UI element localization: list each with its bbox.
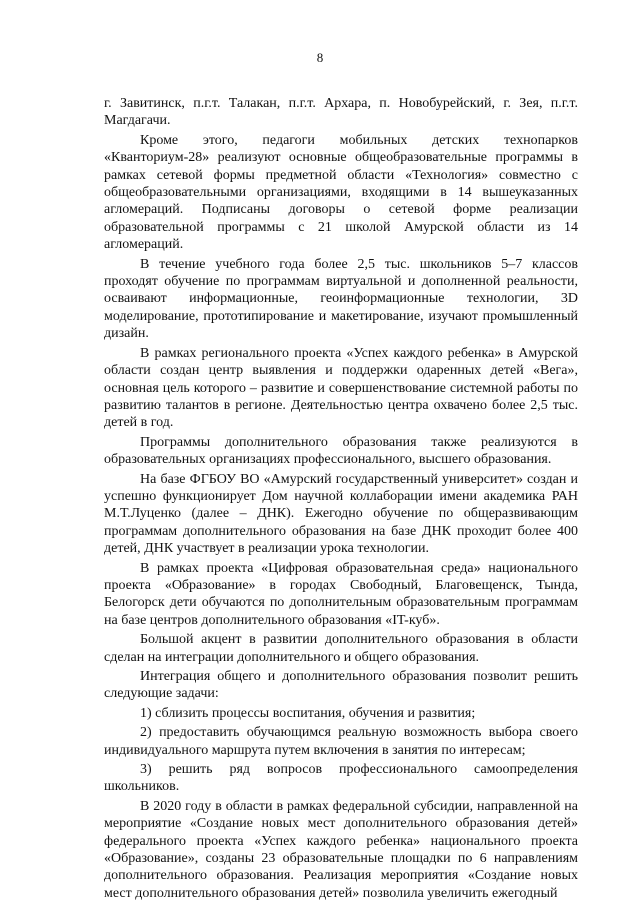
document-body <box>104 95 578 904</box>
paragraph-it-cube: В рамках проекта «Цифровая образовательная среда» национального проекта «Образование» в городах Свободный, Благовещенск, Тында, Белогорск дети обучаются по дополнительным образовательным программам на базе центров дополнительного образования «IT-куб». <box>104 560 578 628</box>
list-item-2: 2) предоставить обучающимся реальную возможность выбора своего индивидуального маршрута путем включения в занятия по интересам; <box>104 725 578 758</box>
paragraph-continuation: г. Завитинск, п.г.т. Талакан, п.г.т. Архара, п. Новобурейский, г. Зея, п.г.т. Магдагачи. <box>104 96 578 129</box>
paragraph-integration-tasks: Интеграция общего и дополнительного образования позволит решить следующие задачи: <box>104 669 578 702</box>
page-number: 8 <box>316 50 324 65</box>
paragraph-professional-orgs: Программы дополнительного образования также реализуются в образовательных организациях профессионального, высшего образования. <box>104 434 578 468</box>
paragraph-integration-accent: Большой акцент в развитии дополнительного образования в области сделан на интеграции дополнительного и общего образования. <box>104 632 578 665</box>
list-item-3: 3) решить ряд вопросов профессионального самоопределения школьников. <box>104 762 578 795</box>
paragraph-federal-subsidy: В 2020 году в области в рамках федеральной субсидии, направленной на мероприятие «Создание новых мест дополнительного образования детей» федерального проекта «Успех каждого ребенка» национального проекта «Образование», созданы 23 образовательные площадки по 6 направлениям дополнительного образования. Реализация мероприятия «Создание новых мест дополнительного образования детей» позволила увеличить ежегодный <box>104 798 578 901</box>
paragraph-vega-center: В рамках регионального проекта «Успех каждого ребенка» в Амурской области создан центр выявления и поддержки одаренных детей «Вега», основная цель которого – развитие и совершенствование системной работы по развитию талантов в регионе. Деятельностью центра охвачено более 2,5 тыс. детей в год. <box>104 345 578 431</box>
list-item-1: 1) сблизить процессы воспитания, обучения и развития; <box>140 705 476 721</box>
paragraph-dnk: На базе ФГБОУ ВО «Амурский государственный университет» создан и успешно функционирует Дом научной коллаборации имени академика РАН М.Т.Луценко (далее – ДНК). Ежегодно обучение по общеразвивающим программам дополнительного образования на базе ДНК проходит более 400 детей, ДНК участвует в реализации урока технологии. <box>104 471 578 557</box>
paragraph-vr-ar-training: В течение учебного года более 2,5 тыс. школьников 5–7 классов проходят обучение по программам виртуальной и дополненной реальности, осваивают информационные, геоинформационные технологии, 3D моделирование, прототипирование и макетирование, изучают промышленный дизайн. <box>104 256 578 342</box>
paragraph-kvantorium: Кроме этого, педагоги мобильных детских технопарков «Кванториум-28» реализуют основные общеобразовательные программы в рамках сетевой формы предметной области «Технология» совместно с общеобразовательными организациями, входящими в 14 вышеуказанных агломераций. Подписаны договоры о сетевой форме реализации образовательной программы с 21 школой Амурской области из 14 агломераций. <box>104 132 578 253</box>
